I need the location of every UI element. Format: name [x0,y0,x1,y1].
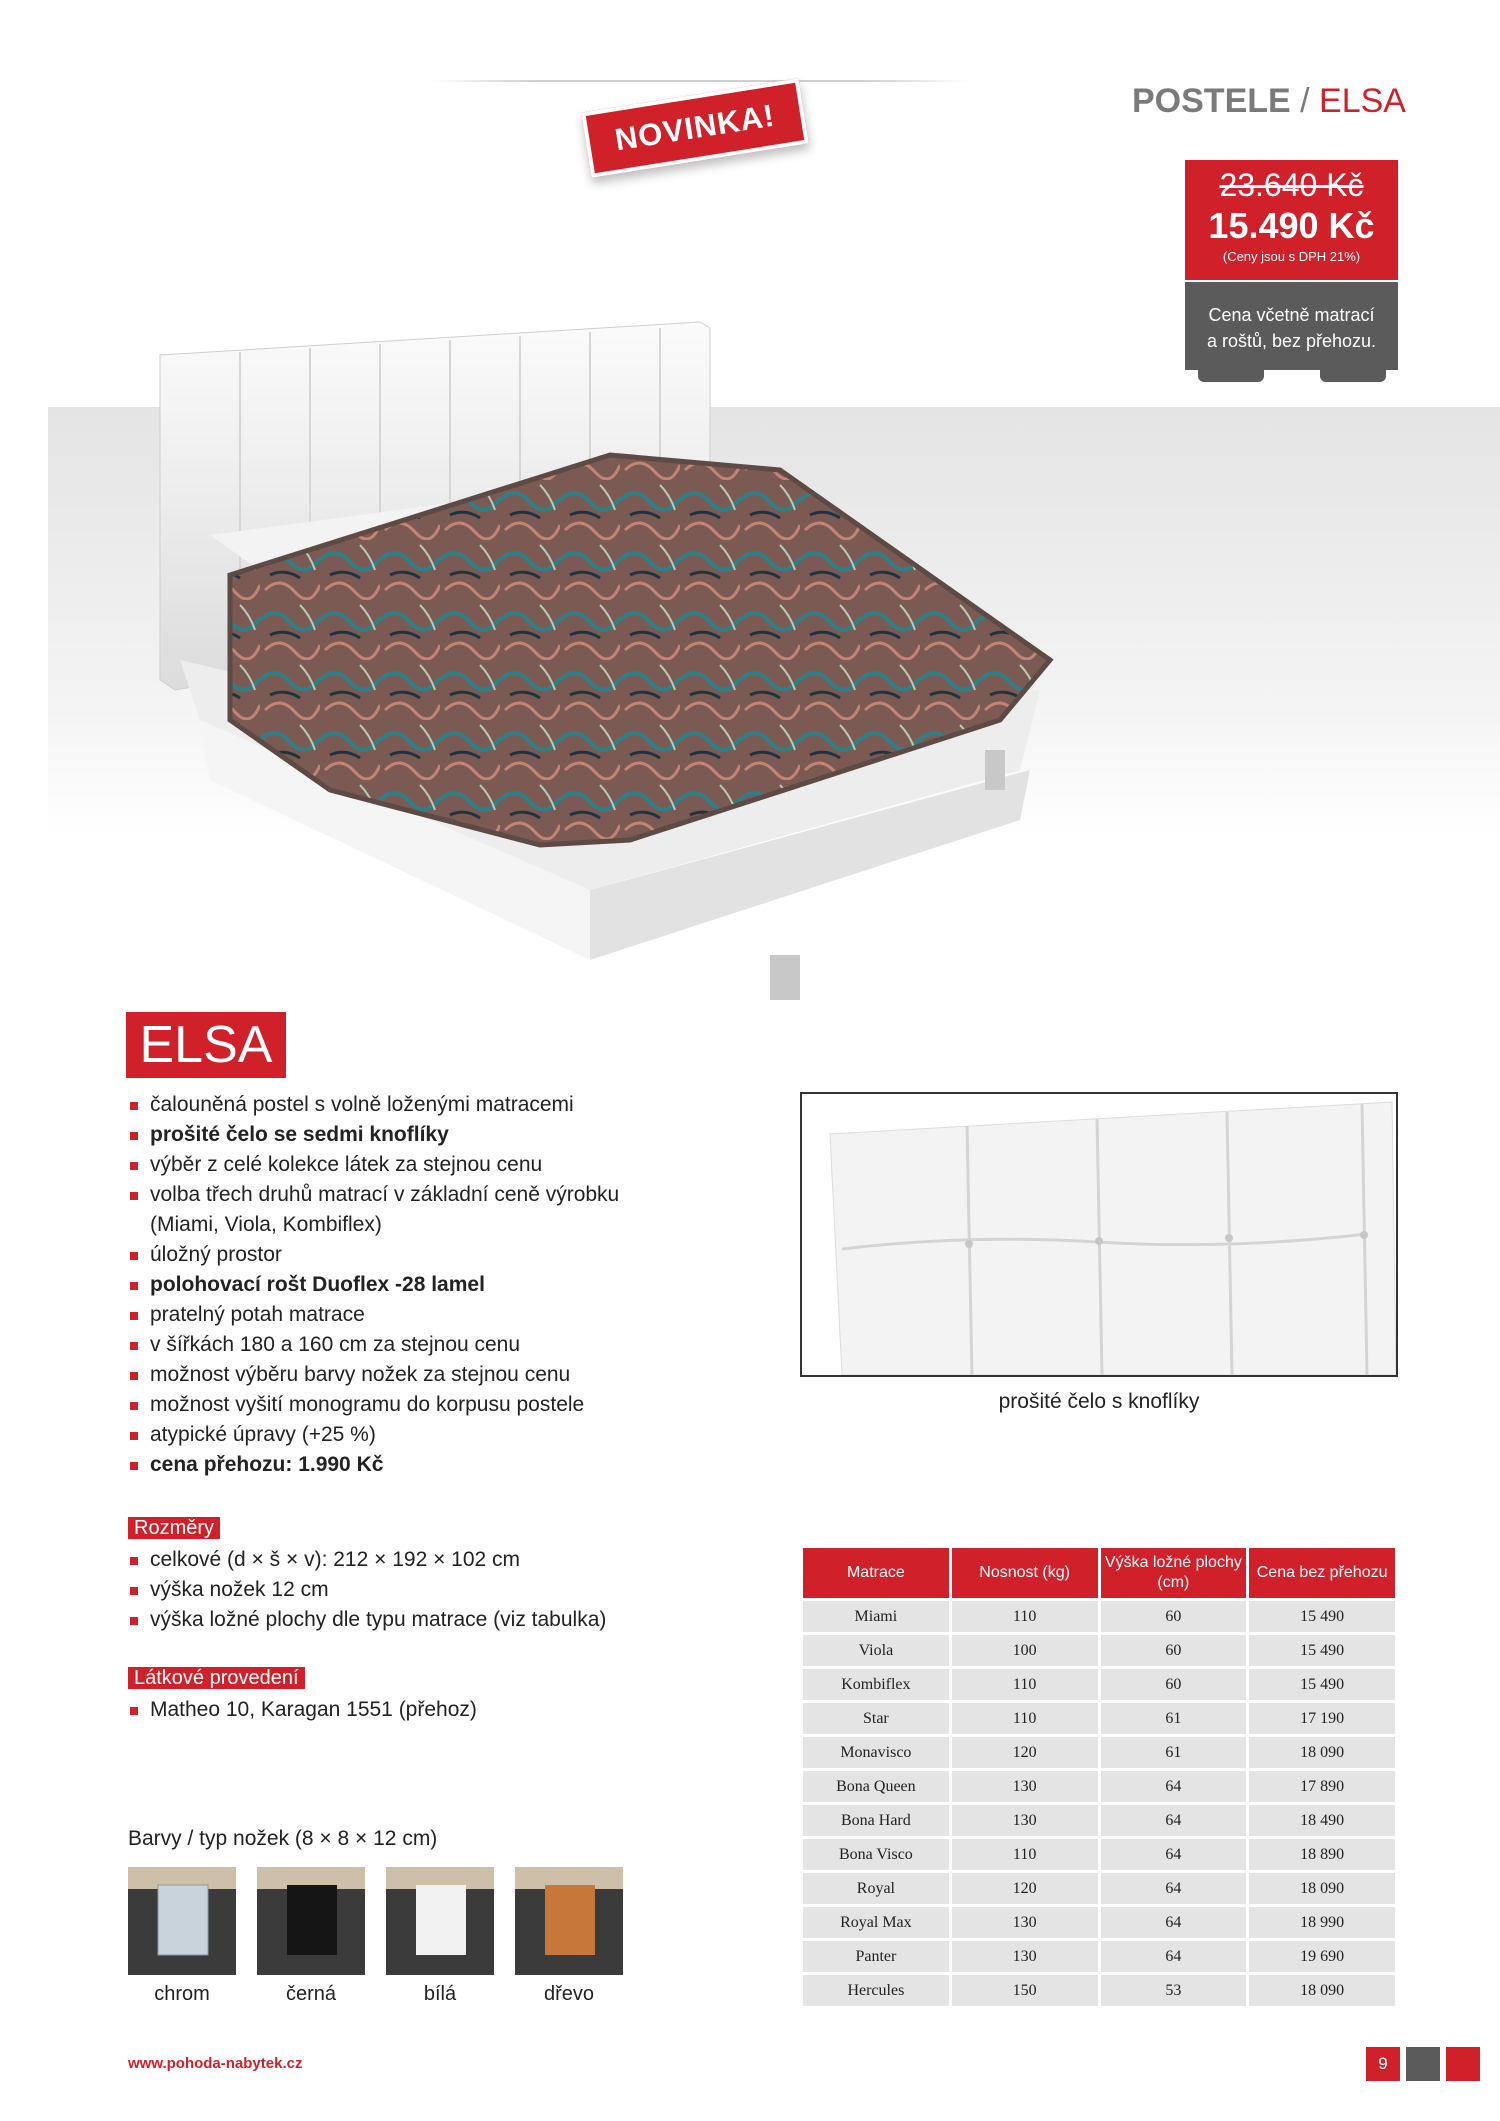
cell-height: 64 [1101,1771,1247,1802]
cell-height: 64 [1101,1805,1247,1836]
table-row [803,1601,1395,1632]
table-row [803,1805,1395,1836]
col-header-capacity: Nosnost (kg) [952,1548,1098,1598]
breadcrumb [1132,82,1406,121]
feature-item: úložný prostor [128,1240,688,1270]
table-row [803,1839,1395,1870]
page-marker-red [1446,2047,1480,2081]
leg-swatch-drevo [515,1867,623,1975]
cell-price: 18 090 [1249,1737,1395,1768]
cell-price: 18 890 [1249,1839,1395,1870]
cell-height: 60 [1101,1635,1247,1666]
detail-caption: prošité čelo s knoflíky [998,1390,1200,1413]
cell-mattress: Panter [803,1941,949,1972]
table-row [803,1941,1395,1972]
cell-capacity: 130 [952,1805,1098,1836]
cell-capacity: 120 [952,1737,1098,1768]
col-header-height: Výška ložné plochy (cm) [1101,1548,1247,1598]
leg-label-bila: bílá [423,1983,457,2005]
table-row [803,1703,1395,1734]
cell-mattress: Kombiflex [803,1669,949,1700]
cell-capacity: 110 [952,1601,1098,1632]
cell-price: 15 490 [1249,1669,1395,1700]
col-header-mattress: Matrace [803,1548,949,1598]
fabric-list [128,1695,688,1725]
dimensions-label-text: Rozměry [128,1517,220,1539]
dimensions-list [128,1545,688,1635]
cell-mattress: Star [803,1703,949,1734]
old-price: 23.640 Kč [1219,167,1364,203]
cell-price: 17 190 [1249,1703,1395,1734]
feature-item: prošité čelo se sedmi knoflíky [128,1120,688,1150]
cell-height: 60 [1101,1669,1247,1700]
cell-mattress: Miami [803,1601,949,1632]
table-row [803,1669,1395,1700]
cell-height: 53 [1101,1975,1247,2006]
feature-item: výběr z celé kolekce látek za stejnou cenu [128,1150,688,1180]
mattress-table [800,1545,1398,2009]
cell-height: 61 [1101,1737,1247,1768]
cell-price: 19 690 [1249,1941,1395,1972]
cell-capacity: 110 [952,1669,1098,1700]
vat-note: (Ceny jsou s DPH 21%) [1222,249,1361,264]
table-row [803,1907,1395,1938]
feature-item: pratelný potah matrace [128,1300,688,1330]
cell-height: 64 [1101,1873,1247,1904]
bed-product-image [140,300,1390,1020]
leg-swatch-bila [386,1867,494,1975]
cell-capacity: 120 [952,1873,1098,1904]
leg-label-chrom: chrom [154,1983,210,2005]
new-badge: NOVINKA! [581,78,809,178]
cell-price: 18 990 [1249,1907,1395,1938]
table-row [803,1771,1395,1802]
leg-swatch-chrom [128,1867,236,1975]
cell-mattress: Royal Max [803,1907,949,1938]
leg-swatch-cerna [257,1867,365,1975]
breadcrumb-separator: / [1290,82,1320,120]
dimension-item: výška ložné plochy dle typu matrace (viz tabulka) [128,1605,688,1635]
website-link[interactable]: www.pohoda-nabytek.cz [128,2055,303,2072]
feature-list [128,1090,688,1480]
cell-mattress: Hercules [803,1975,949,2006]
feature-item: atypické úpravy (+25 %) [128,1420,688,1450]
feature-item: možnost vyšití monogramu do korpusu postele [128,1390,688,1420]
page-marker-gray [1406,2047,1440,2081]
cell-height: 60 [1101,1601,1247,1632]
cell-price: 18 490 [1249,1805,1395,1836]
cell-price: 18 090 [1249,1873,1395,1904]
cell-price: 18 090 [1249,1975,1395,2006]
feature-item: cena přehozu: 1.990 Kč [128,1450,688,1480]
cell-height: 64 [1101,1941,1247,1972]
cell-capacity: 130 [952,1771,1098,1802]
headboard-detail-image [800,1092,1398,1377]
cell-height: 61 [1101,1703,1247,1734]
feature-item: polohovací rošt Duoflex -28 lamel [128,1270,688,1300]
table-row [803,1873,1395,1904]
table-row [803,1635,1395,1666]
cell-mattress: Monavisco [803,1737,949,1768]
leg-label-cerna: černá [285,1983,337,2005]
cell-height: 64 [1101,1907,1247,1938]
cell-price: 15 490 [1249,1601,1395,1632]
cell-mattress: Royal [803,1873,949,1904]
cell-mattress: Bona Queen [803,1771,949,1802]
dimensions-label [128,1515,220,1541]
cell-capacity: 110 [952,1839,1098,1870]
feature-item: volba třech druhů matrací v základní ceně výrobku [128,1180,688,1210]
page-number: 9 [1366,2047,1400,2081]
feature-item-continued: (Miami, Viola, Kombiflex) [150,1213,382,1236]
fabric-label-text: Látkové provedení [128,1667,305,1689]
price-includes-line2: a roštů, bez přehozu. [1206,331,1377,351]
cell-capacity: 150 [952,1975,1098,2006]
cell-height: 64 [1101,1839,1247,1870]
cell-capacity: 130 [952,1941,1098,1972]
cell-mattress: Bona Visco [803,1839,949,1870]
dimension-item: výška nožek 12 cm [128,1575,688,1605]
new-price: 15.490 Kč [1208,205,1375,246]
breadcrumb-category: POSTELE [1132,82,1291,120]
feature-item: čalouněná postel s volně loženými matracemi [128,1090,688,1120]
cell-capacity: 110 [952,1703,1098,1734]
feature-item: možnost výběru barvy nožek za stejnou cenu [128,1360,688,1390]
legs-title: Barvy / typ nožek (8 × 8 × 12 cm) [128,1827,438,1850]
cell-capacity: 100 [952,1635,1098,1666]
leg-label-drevo: dřevo [543,1983,595,2005]
header-rule [430,80,970,82]
col-header-price: Cena bez přehozu [1249,1548,1395,1598]
cell-price: 17 890 [1249,1771,1395,1802]
table-row [803,1737,1395,1768]
cell-price: 15 490 [1249,1635,1395,1666]
cell-mattress: Viola [803,1635,949,1666]
cell-capacity: 130 [952,1907,1098,1938]
price-box [1185,160,1398,280]
table-row [803,1975,1395,2006]
feature-item: v šířkách 180 a 160 cm za stejnou cenu [128,1330,688,1360]
fabric-item: Matheo 10, Karagan 1551 (přehoz) [128,1695,688,1725]
cell-mattress: Bona Hard [803,1805,949,1836]
product-title: ELSA [126,1012,286,1078]
dimension-item: celkové (d × š × v): 212 × 192 × 102 cm [128,1545,688,1575]
fabric-label [128,1665,305,1691]
table-header-row [803,1548,1395,1598]
breadcrumb-model: ELSA [1319,82,1406,120]
price-includes-line1: Cena včetně matrací [1208,305,1375,325]
